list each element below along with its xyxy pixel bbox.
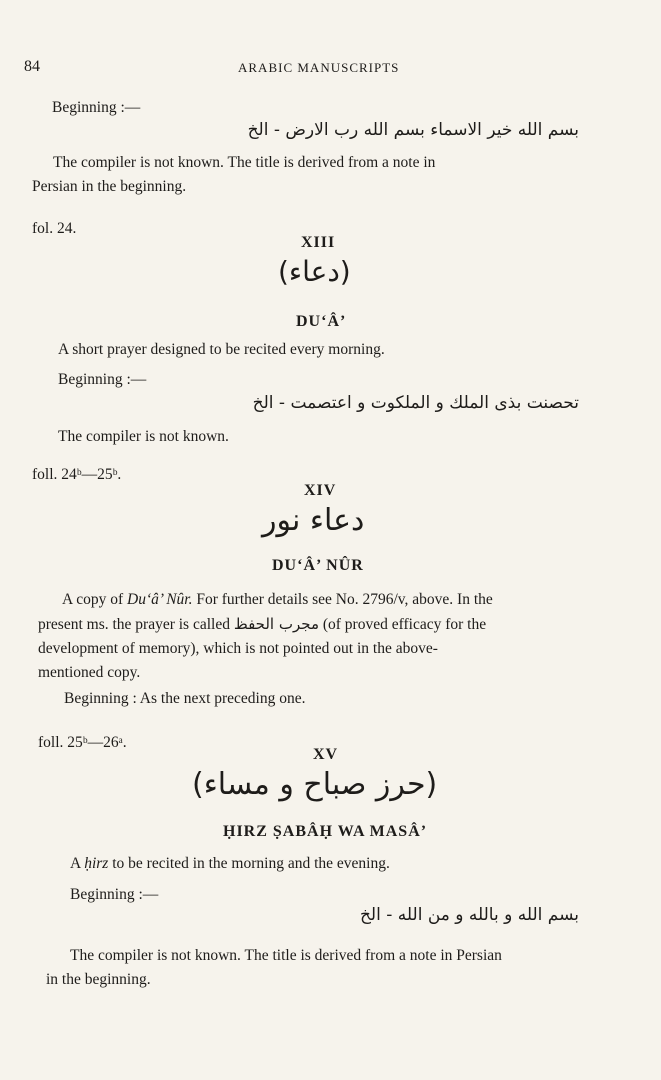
running-title: ARABIC MANUSCRIPTS	[238, 60, 400, 75]
numeral-xiv: XIV	[304, 482, 337, 499]
title-xiv: DU‘Â’ NÛR	[272, 557, 364, 574]
title-xv: ḤIRZ ṢABÂḤ WA MASÂ’	[223, 823, 428, 840]
description-xiv-line-1-a: A copy of	[62, 591, 128, 608]
dua-nur-italic: Du‘â’ Nûr.	[127, 591, 193, 608]
beginning-label-xv: Beginning :—	[70, 886, 159, 903]
folio-xv: foll. 25ᵇ—26ᵃ.	[38, 734, 127, 751]
description-xiv-line-2-b: (of proved efficacy for the	[318, 616, 487, 633]
description-xiv-line-1	[38, 588, 618, 612]
page-number: 84	[24, 58, 40, 75]
mujarrab-al-hifz-arabic: مجرب الحفظ	[233, 615, 319, 633]
intro-note-line-1: The compiler is not known. The title is derived from a note in	[53, 154, 436, 171]
intro-arabic-beginning: بسم الله خیر الاسماء بسم الله رب الارض - الخ	[247, 120, 579, 140]
description-xiii: A short prayer designed to be recited every morning.	[58, 341, 385, 358]
beginning-xiv: Beginning : As the next preceding one.	[64, 690, 306, 707]
description-xiv	[38, 588, 618, 685]
description-xiv-line-1-b: For further details see No. 2796/v, above. In the	[192, 591, 493, 608]
intro-beginning-label: Beginning :—	[52, 99, 141, 116]
description-xiv-line-3: development of memory), which is not pointed out in the above-	[38, 640, 438, 657]
title-xiii: DU‘Â’	[296, 313, 347, 330]
arabic-title-xiii: (دعاء)	[278, 255, 351, 288]
intro-note	[32, 151, 614, 199]
note-xv-line-2: in the beginning.	[46, 971, 151, 988]
arabic-title-xiv: دعاء نور	[262, 503, 365, 538]
description-xv-a: A	[70, 855, 85, 872]
note-xv	[46, 944, 624, 992]
arabic-title-xv: (حرز صباح و مساء)	[192, 767, 438, 802]
numeral-xv: XV	[313, 746, 339, 763]
folio-xiv: foll. 24ᵇ—25ᵇ.	[32, 466, 122, 483]
numeral-xiii: XIII	[301, 234, 336, 251]
intro-note-line-2: Persian in the beginning.	[32, 178, 187, 195]
note-xiii: The compiler is not known.	[58, 428, 229, 445]
note-xv-line-1: The compiler is not known. The title is derived from a note in Persian	[70, 947, 502, 964]
description-xv	[70, 855, 390, 873]
arabic-beginning-xiii: تحصنت بذی الملك و الملكوت و اعتصمت - الخ	[252, 393, 579, 413]
description-xiv-line-4: mentioned copy.	[38, 664, 141, 681]
folio-xiii: fol. 24.	[32, 220, 77, 237]
description-xv-b: to be recited in the morning and the evening.	[108, 855, 390, 872]
description-xiv-line-2-a: present ms. the prayer is called	[38, 616, 234, 633]
beginning-label-xiii: Beginning :—	[58, 371, 147, 388]
description-xiv-line-2	[38, 612, 618, 637]
arabic-beginning-xv: بسم الله و بالله و من الله - الخ	[359, 905, 579, 925]
hirz-italic: ḥirz	[84, 855, 109, 872]
